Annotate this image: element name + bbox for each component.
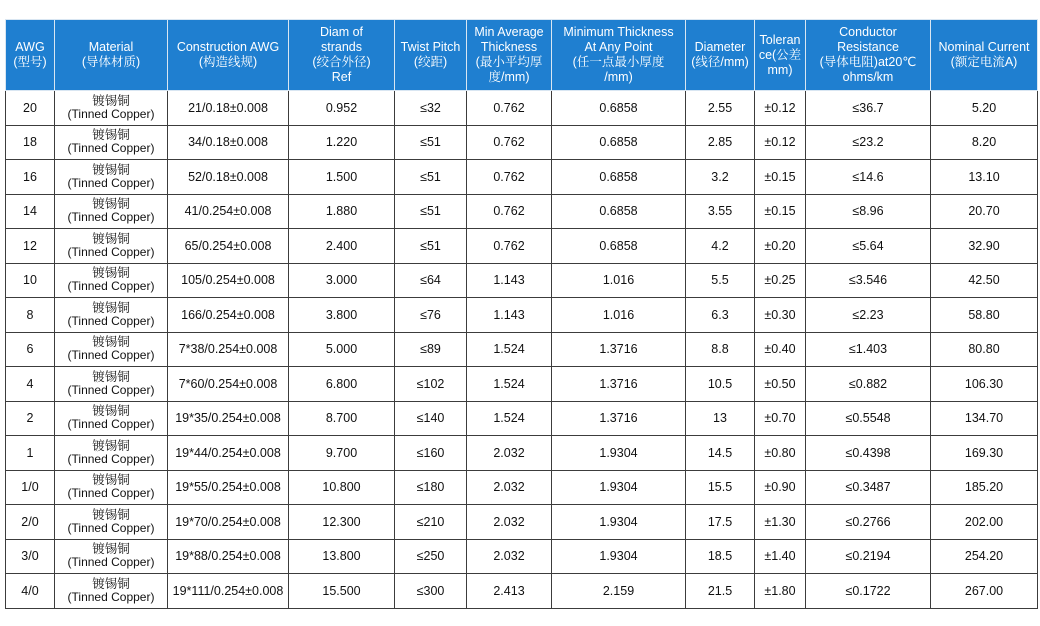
conductor-resistance-cell: ≤23.2	[806, 125, 931, 160]
min-average-thickness-cell: 2.032	[467, 505, 552, 540]
awg-cell: 4	[6, 367, 55, 402]
material-cell	[55, 574, 168, 609]
construction-cell: 41/0.254±0.008	[168, 194, 289, 229]
min-average-thickness-cell: 0.762	[467, 229, 552, 264]
material-cell	[55, 194, 168, 229]
header-line: Construction AWG	[176, 40, 280, 54]
header-material	[55, 20, 168, 91]
min-thickness-any-point-cell: 1.9304	[552, 539, 686, 574]
min-thickness-any-point-cell: 2.159	[552, 574, 686, 609]
material-en: (Tinned Copper)	[67, 486, 155, 501]
twist-pitch-cell: ≤76	[395, 298, 467, 333]
table-row	[6, 91, 1038, 126]
table-row	[6, 160, 1038, 195]
diam-strands-cell: 3.000	[289, 263, 395, 298]
conductor-resistance-cell: ≤0.3487	[806, 470, 931, 505]
diam-strands-cell: 1.220	[289, 125, 395, 160]
tolerance-cell: ±0.50	[755, 367, 806, 402]
nominal-current-cell: 106.30	[931, 367, 1038, 402]
twist-pitch-cell: ≤89	[395, 332, 467, 367]
min-thickness-any-point-cell: 0.6858	[552, 125, 686, 160]
header-minimum-thickness-any-point	[552, 20, 686, 91]
nominal-current-cell: 80.80	[931, 332, 1038, 367]
awg-cell: 2/0	[6, 505, 55, 540]
construction-cell: 19*44/0.254±0.008	[168, 436, 289, 471]
table-row	[6, 539, 1038, 574]
conductor-resistance-cell: ≤0.2194	[806, 539, 931, 574]
material-en: (Tinned Copper)	[67, 451, 155, 466]
construction-cell: 7*60/0.254±0.008	[168, 367, 289, 402]
awg-cell: 18	[6, 125, 55, 160]
diameter-cell: 2.85	[686, 125, 755, 160]
diameter-cell: 4.2	[686, 229, 755, 264]
tolerance-cell: ±0.15	[755, 160, 806, 195]
awg-cell: 1	[6, 436, 55, 471]
material-cell	[55, 367, 168, 402]
construction-cell: 166/0.254±0.008	[168, 298, 289, 333]
material-cell	[55, 505, 168, 540]
conductor-resistance-cell: ≤3.546	[806, 263, 931, 298]
material-en: (Tinned Copper)	[67, 589, 155, 604]
min-thickness-any-point-cell: 0.6858	[552, 160, 686, 195]
nominal-current-cell: 202.00	[931, 505, 1038, 540]
material-en: (Tinned Copper)	[67, 244, 155, 259]
diameter-cell: 15.5	[686, 470, 755, 505]
table-row	[6, 470, 1038, 505]
diameter-cell: 18.5	[686, 539, 755, 574]
construction-cell: 19*70/0.254±0.008	[168, 505, 289, 540]
construction-cell: 105/0.254±0.008	[168, 263, 289, 298]
header-line: (绞距)	[413, 55, 448, 69]
header-line: 度/mm)	[488, 70, 530, 84]
diameter-cell: 3.55	[686, 194, 755, 229]
material-cn: 镀锡铜	[92, 300, 130, 315]
table-row	[6, 332, 1038, 367]
nominal-current-cell: 32.90	[931, 229, 1038, 264]
awg-cell: 3/0	[6, 539, 55, 574]
twist-pitch-cell: ≤32	[395, 91, 467, 126]
min-average-thickness-cell: 0.762	[467, 125, 552, 160]
material-cell	[55, 401, 168, 436]
material-cn: 镀锡铜	[92, 231, 130, 246]
construction-cell: 19*35/0.254±0.008	[168, 401, 289, 436]
material-cell	[55, 91, 168, 126]
material-cell	[55, 263, 168, 298]
material-en: (Tinned Copper)	[67, 417, 155, 432]
nominal-current-cell: 20.70	[931, 194, 1038, 229]
diameter-cell: 2.55	[686, 91, 755, 126]
header-tolerance	[755, 20, 806, 91]
conductor-resistance-cell: ≤0.1722	[806, 574, 931, 609]
min-thickness-any-point-cell: 1.9304	[552, 470, 686, 505]
header-conductor-resistance	[806, 20, 931, 91]
min-average-thickness-cell: 1.524	[467, 401, 552, 436]
twist-pitch-cell: ≤51	[395, 160, 467, 195]
spec-table-container	[5, 19, 1038, 609]
min-average-thickness-cell: 2.413	[467, 574, 552, 609]
header-line: Resistance	[837, 40, 899, 54]
conductor-resistance-cell: ≤0.5548	[806, 401, 931, 436]
material-en: (Tinned Copper)	[67, 382, 155, 397]
table-header-row	[6, 20, 1038, 91]
table-row	[6, 298, 1038, 333]
tolerance-cell: ±0.80	[755, 436, 806, 471]
table-row	[6, 436, 1038, 471]
header-line: (线径/mm)	[691, 55, 749, 69]
diameter-cell: 14.5	[686, 436, 755, 471]
material-en: (Tinned Copper)	[67, 555, 155, 570]
header-nominal-current	[931, 20, 1038, 91]
min-thickness-any-point-cell: 0.6858	[552, 194, 686, 229]
min-thickness-any-point-cell: 1.3716	[552, 332, 686, 367]
header-line: Toleran	[759, 32, 801, 47]
conductor-resistance-cell: ≤2.23	[806, 298, 931, 333]
material-cell	[55, 298, 168, 333]
header-line: (导体材质)	[81, 55, 141, 69]
header-awg	[6, 20, 55, 91]
header-line: Twist Pitch	[400, 40, 461, 54]
header-line: Nominal Current	[938, 40, 1030, 54]
header-line: ce(公差	[758, 47, 802, 62]
nominal-current-cell: 134.70	[931, 401, 1038, 436]
header-line: (任一点最小厚度	[572, 55, 665, 69]
table-row	[6, 574, 1038, 609]
awg-cell: 10	[6, 263, 55, 298]
conductor-resistance-cell: ≤14.6	[806, 160, 931, 195]
awg-cell: 14	[6, 194, 55, 229]
tolerance-cell: ±1.30	[755, 505, 806, 540]
nominal-current-cell: 254.20	[931, 539, 1038, 574]
tolerance-cell: ±0.12	[755, 91, 806, 126]
construction-cell: 19*111/0.254±0.008	[168, 574, 289, 609]
twist-pitch-cell: ≤140	[395, 401, 467, 436]
min-average-thickness-cell: 1.143	[467, 263, 552, 298]
material-cn: 镀锡铜	[92, 507, 130, 522]
material-cn: 镀锡铜	[92, 197, 130, 212]
conductor-resistance-cell: ≤0.2766	[806, 505, 931, 540]
material-en: (Tinned Copper)	[67, 313, 155, 328]
material-cn: 镀锡铜	[92, 473, 130, 488]
twist-pitch-cell: ≤160	[395, 436, 467, 471]
construction-cell: 7*38/0.254±0.008	[168, 332, 289, 367]
twist-pitch-cell: ≤210	[395, 505, 467, 540]
header-line: (额定电流A)	[950, 55, 1018, 69]
header-line: Material	[88, 40, 134, 54]
material-en: (Tinned Copper)	[67, 279, 155, 294]
twist-pitch-cell: ≤300	[395, 574, 467, 609]
material-cn: 镀锡铜	[92, 335, 130, 350]
awg-spec-table	[5, 19, 1038, 609]
diameter-cell: 6.3	[686, 298, 755, 333]
diam-strands-cell: 10.800	[289, 470, 395, 505]
diameter-cell: 13	[686, 401, 755, 436]
material-cn: 镀锡铜	[92, 404, 130, 419]
min-average-thickness-cell: 0.762	[467, 91, 552, 126]
tolerance-cell: ±0.90	[755, 470, 806, 505]
conductor-resistance-cell: ≤5.64	[806, 229, 931, 264]
material-cn: 镀锡铜	[92, 576, 130, 591]
diam-strands-cell: 13.800	[289, 539, 395, 574]
twist-pitch-cell: ≤250	[395, 539, 467, 574]
material-cn: 镀锡铜	[92, 438, 130, 453]
table-row	[6, 263, 1038, 298]
awg-cell: 20	[6, 91, 55, 126]
header-line: mm)	[767, 62, 793, 77]
min-thickness-any-point-cell: 1.016	[552, 263, 686, 298]
twist-pitch-cell: ≤180	[395, 470, 467, 505]
header-line: Thickness	[480, 40, 538, 54]
diam-strands-cell: 1.880	[289, 194, 395, 229]
material-cell	[55, 436, 168, 471]
min-average-thickness-cell: 2.032	[467, 436, 552, 471]
diameter-cell: 3.2	[686, 160, 755, 195]
tolerance-cell: ±1.40	[755, 539, 806, 574]
tolerance-cell: ±0.12	[755, 125, 806, 160]
min-thickness-any-point-cell: 1.3716	[552, 367, 686, 402]
material-en: (Tinned Copper)	[67, 106, 155, 121]
min-thickness-any-point-cell: 1.9304	[552, 505, 686, 540]
tolerance-cell: ±0.20	[755, 229, 806, 264]
tolerance-cell: ±0.40	[755, 332, 806, 367]
twist-pitch-cell: ≤51	[395, 125, 467, 160]
table-row	[6, 229, 1038, 264]
diam-strands-cell: 3.800	[289, 298, 395, 333]
header-line: (最小平均厚	[475, 55, 543, 69]
min-average-thickness-cell: 0.762	[467, 194, 552, 229]
nominal-current-cell: 8.20	[931, 125, 1038, 160]
construction-cell: 19*88/0.254±0.008	[168, 539, 289, 574]
material-cn: 镀锡铜	[92, 93, 130, 108]
conductor-resistance-cell: ≤1.403	[806, 332, 931, 367]
tolerance-cell: ±0.15	[755, 194, 806, 229]
header-line: /mm)	[604, 70, 633, 84]
nominal-current-cell: 58.80	[931, 298, 1038, 333]
diameter-cell: 5.5	[686, 263, 755, 298]
header-line: Diam of	[319, 25, 364, 39]
diam-strands-cell: 12.300	[289, 505, 395, 540]
tolerance-cell: ±0.25	[755, 263, 806, 298]
diam-strands-cell: 9.700	[289, 436, 395, 471]
diameter-cell: 17.5	[686, 505, 755, 540]
min-average-thickness-cell: 1.524	[467, 332, 552, 367]
awg-cell: 4/0	[6, 574, 55, 609]
header-line: AWG	[15, 40, 45, 54]
conductor-resistance-cell: ≤0.882	[806, 367, 931, 402]
material-cell	[55, 332, 168, 367]
material-cell	[55, 539, 168, 574]
diam-strands-cell: 0.952	[289, 91, 395, 126]
header-line: Conductor	[839, 25, 897, 39]
material-cn: 镀锡铜	[92, 162, 130, 177]
min-average-thickness-cell: 2.032	[467, 470, 552, 505]
tolerance-cell: ±1.80	[755, 574, 806, 609]
conductor-resistance-cell: ≤0.4398	[806, 436, 931, 471]
awg-cell: 1/0	[6, 470, 55, 505]
twist-pitch-cell: ≤51	[395, 194, 467, 229]
material-en: (Tinned Copper)	[67, 141, 155, 156]
tolerance-cell: ±0.70	[755, 401, 806, 436]
diam-strands-cell: 5.000	[289, 332, 395, 367]
header-line: strands	[321, 40, 362, 54]
header-line: (导体电阻)at20℃	[819, 55, 917, 69]
header-line: At Any Point	[584, 40, 653, 54]
material-cell	[55, 470, 168, 505]
header-twist-pitch	[395, 20, 467, 91]
construction-cell: 34/0.18±0.008	[168, 125, 289, 160]
material-cn: 镀锡铜	[92, 542, 130, 557]
min-thickness-any-point-cell: 1.9304	[552, 436, 686, 471]
conductor-resistance-cell: ≤8.96	[806, 194, 931, 229]
twist-pitch-cell: ≤64	[395, 263, 467, 298]
min-thickness-any-point-cell: 1.016	[552, 298, 686, 333]
table-row	[6, 505, 1038, 540]
table-row	[6, 125, 1038, 160]
awg-cell: 8	[6, 298, 55, 333]
material-en: (Tinned Copper)	[67, 210, 155, 225]
tolerance-cell: ±0.30	[755, 298, 806, 333]
awg-cell: 16	[6, 160, 55, 195]
header-line: Minimum Thickness	[563, 25, 674, 39]
min-thickness-any-point-cell: 0.6858	[552, 229, 686, 264]
nominal-current-cell: 267.00	[931, 574, 1038, 609]
nominal-current-cell: 5.20	[931, 91, 1038, 126]
header-line: (绞合外径)	[312, 55, 371, 69]
table-row	[6, 367, 1038, 402]
header-construction	[168, 20, 289, 91]
header-line: (型号)	[13, 55, 47, 69]
header-line: Diameter	[694, 40, 746, 54]
awg-cell: 12	[6, 229, 55, 264]
material-en: (Tinned Copper)	[67, 520, 155, 535]
min-average-thickness-cell: 1.143	[467, 298, 552, 333]
twist-pitch-cell: ≤51	[395, 229, 467, 264]
min-thickness-any-point-cell: 0.6858	[552, 91, 686, 126]
material-cn: 镀锡铜	[92, 266, 130, 281]
diameter-cell: 8.8	[686, 332, 755, 367]
awg-cell: 2	[6, 401, 55, 436]
nominal-current-cell: 13.10	[931, 160, 1038, 195]
min-average-thickness-cell: 0.762	[467, 160, 552, 195]
header-line: Ref	[331, 70, 352, 84]
construction-cell: 65/0.254±0.008	[168, 229, 289, 264]
material-cn: 镀锡铜	[92, 128, 130, 143]
material-cell	[55, 160, 168, 195]
diameter-cell: 21.5	[686, 574, 755, 609]
awg-cell: 6	[6, 332, 55, 367]
construction-cell: 21/0.18±0.008	[168, 91, 289, 126]
nominal-current-cell: 42.50	[931, 263, 1038, 298]
conductor-resistance-cell: ≤36.7	[806, 91, 931, 126]
diam-strands-cell: 8.700	[289, 401, 395, 436]
diam-strands-cell: 2.400	[289, 229, 395, 264]
header-min-average-thickness	[467, 20, 552, 91]
material-cell	[55, 229, 168, 264]
header-diameter	[686, 20, 755, 91]
header-diam-strands	[289, 20, 395, 91]
construction-cell: 19*55/0.254±0.008	[168, 470, 289, 505]
material-cn: 镀锡铜	[92, 369, 130, 384]
material-en: (Tinned Copper)	[67, 348, 155, 363]
min-average-thickness-cell: 2.032	[467, 539, 552, 574]
header-line: ohms/km	[842, 70, 894, 84]
nominal-current-cell: 169.30	[931, 436, 1038, 471]
diameter-cell: 10.5	[686, 367, 755, 402]
diam-strands-cell: 15.500	[289, 574, 395, 609]
construction-cell: 52/0.18±0.008	[168, 160, 289, 195]
header-line: (构造线规)	[198, 55, 258, 69]
min-thickness-any-point-cell: 1.3716	[552, 401, 686, 436]
diam-strands-cell: 1.500	[289, 160, 395, 195]
nominal-current-cell: 185.20	[931, 470, 1038, 505]
diam-strands-cell: 6.800	[289, 367, 395, 402]
min-average-thickness-cell: 1.524	[467, 367, 552, 402]
twist-pitch-cell: ≤102	[395, 367, 467, 402]
header-line: Min Average	[474, 25, 544, 39]
material-cell	[55, 125, 168, 160]
table-body	[6, 91, 1038, 609]
table-row	[6, 401, 1038, 436]
material-en: (Tinned Copper)	[67, 175, 155, 190]
table-row	[6, 194, 1038, 229]
